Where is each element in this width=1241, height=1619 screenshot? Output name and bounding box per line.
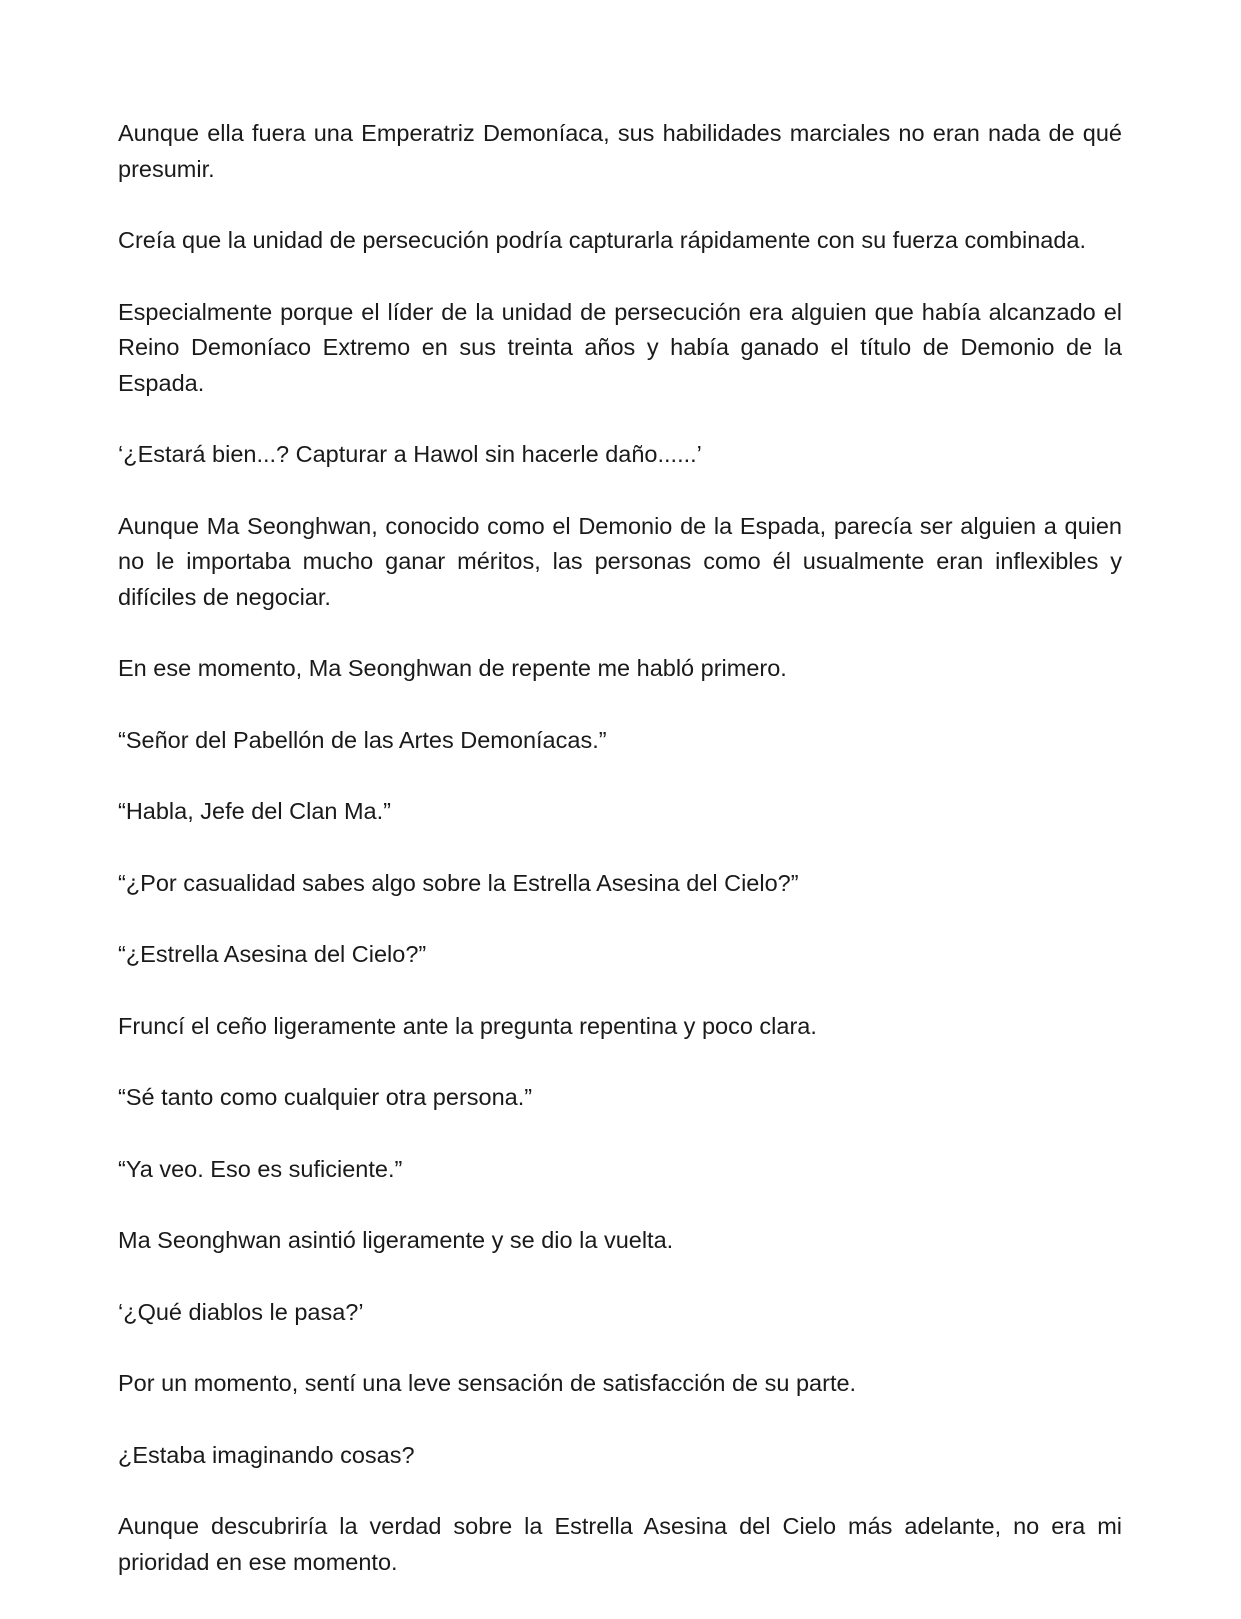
dialogue-line: “Sé tanto como cualquier otra persona.” bbox=[118, 1084, 533, 1110]
dialogue-line: “¿Estrella Asesina del Cielo?” bbox=[118, 941, 427, 967]
dialogue-line: “Señor del Pabellón de las Artes Demoníacas.” bbox=[118, 726, 607, 753]
dialogue-line: “Habla, Jefe del Clan Ma.” bbox=[118, 798, 391, 824]
paragraph: Aunque ella fuera una Emperatriz Demoníaca, sus habilidades marciales no eran nada de qué presumir. bbox=[118, 120, 1122, 182]
paragraph: Aunque descubriría la verdad sobre la Estrella Asesina del Cielo más adelante, no era mi prioridad en ese momento. bbox=[118, 1513, 1122, 1575]
paragraph: Especialmente porque el líder de la unidad de persecución era alguien que había alcanzado el Reino Demoníaco Extremo en sus treinta años y había ganado el título de Demonio de la Espada. bbox=[118, 298, 1122, 396]
paragraph: ¿Estaba imaginando cosas? bbox=[118, 1441, 415, 1468]
document-body bbox=[118, 116, 1122, 1580]
paragraph: ‘¿Estará bien...? Capturar a Hawol sin hacerle daño......’ bbox=[118, 441, 702, 467]
dialogue-line: “Ya veo. Eso es suficiente.” bbox=[118, 1155, 403, 1182]
thought-line: ‘¿Qué diablos le pasa?’ bbox=[118, 1298, 364, 1325]
paragraph: Fruncí el ceño ligeramente ante la pregunta repentina y poco clara. bbox=[118, 1012, 817, 1039]
paragraph: Aunque Ma Seonghwan, conocido como el Demonio de la Espada, parecía ser alguien a quien no le importaba mucho ganar méritos, las personas como él usualmente eran inflexibles y difíciles de negociar. bbox=[118, 512, 1122, 610]
paragraph: Por un momento, sentí una leve sensación de satisfacción de su parte. bbox=[118, 1370, 857, 1396]
paragraph: Ma Seonghwan asintió ligeramente y se dio la vuelta. bbox=[118, 1227, 674, 1253]
paragraph: Creía que la unidad de persecución podría capturarla rápidamente con su fuerza combinada. bbox=[118, 227, 1087, 253]
paragraph: En ese momento, Ma Seonghwan de repente me habló primero. bbox=[118, 655, 787, 681]
dialogue-line: “¿Por casualidad sabes algo sobre la Estrella Asesina del Cielo?” bbox=[118, 869, 799, 896]
